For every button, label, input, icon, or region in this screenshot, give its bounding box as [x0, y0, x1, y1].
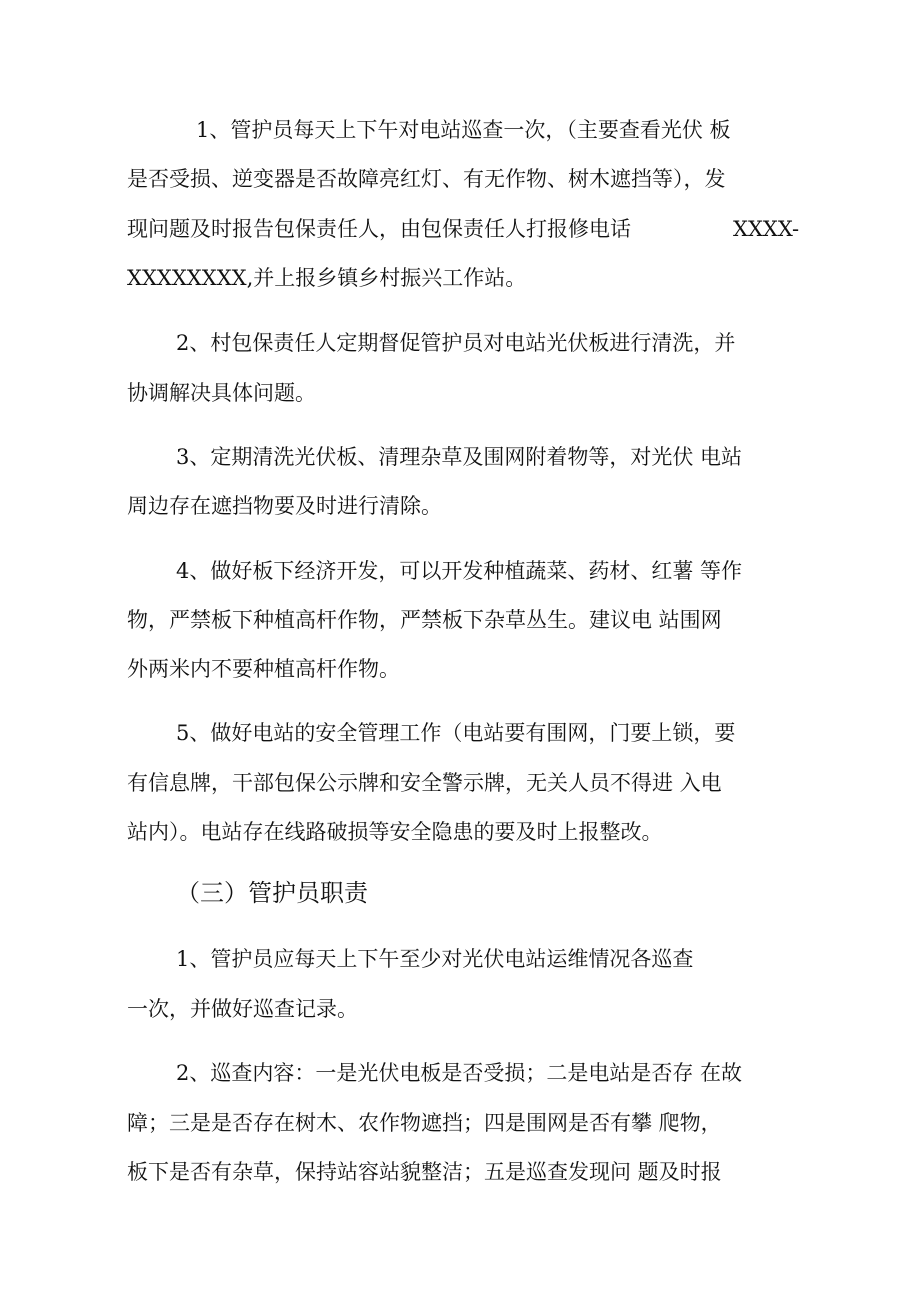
paragraph-2-line-1: 2、村包保责任人定期督促管护员对电站光伏板进行清洗，并: [176, 331, 736, 355]
paragraph-5-line-1: 5、做好电站的安全管理工作（电站要有围网，门要上锁，要: [176, 721, 736, 745]
paragraph-6-line-1: 1、管护员应每天上下午至少对光伏电站运维情况各巡查: [176, 947, 694, 971]
phone-number-prefix: XXXX-: [733, 217, 800, 241]
paragraph-7-line-3: 板下是否有杂草，保持站容站貌整洁；五是巡查发现问 题及时报: [127, 1160, 722, 1184]
paragraph-4-line-2: 物，严禁板下种植高杆作物，严禁板下杂草丛生。建议电 站围网: [127, 608, 722, 632]
paragraph-4-line-3: 外两米内不要种植高杆作物。: [127, 657, 400, 681]
paragraph-6-line-2: 一次，并做好巡查记录。: [127, 997, 358, 1021]
paragraph-1-line-4: XXXXXXXX,并上报乡镇乡村振兴工作站。: [127, 266, 527, 290]
paragraph-5-line-3: 站内）。电站存在线路破损等安全隐患的要及时上报整改。: [127, 820, 663, 844]
paragraph-3-line-1: 3、定期清洗光伏板、清理杂草及围网附着物等，对光伏 电站: [176, 445, 743, 469]
paragraph-1-line-3: 现问题及时报告包保责任人，由包保责任人打报修电话: [127, 217, 631, 241]
paragraph-3-line-2: 周边存在遮挡物要及时进行清除。: [127, 494, 442, 518]
paragraph-4-line-1: 4、做好板下经济开发，可以开发种植蔬菜、药材、红薯 等作: [176, 559, 743, 583]
paragraph-5-line-2: 有信息牌，干部包保公示牌和安全警示牌，无关人员不得进 入电: [127, 771, 722, 795]
paragraph-7-line-1: 2、巡查内容：一是光伏电板是否受损；二是电站是否存 在故: [176, 1061, 743, 1085]
paragraph-1-line-2: 是否受损、逆变器是否故障亮红灯、有无作物、树木遮挡等），发: [127, 167, 726, 191]
paragraph-1-line-1: 1、管护员每天上下午对电站巡查一次，（主要查看光伏 板: [196, 118, 731, 142]
section-heading: （三）管护员职责: [176, 879, 368, 907]
paragraph-7-line-2: 障；三是是否存在树木、农作物遮挡；四是围网是否有攀 爬物，: [127, 1111, 722, 1135]
paragraph-2-line-2: 协调解决具体问题。: [127, 381, 316, 405]
